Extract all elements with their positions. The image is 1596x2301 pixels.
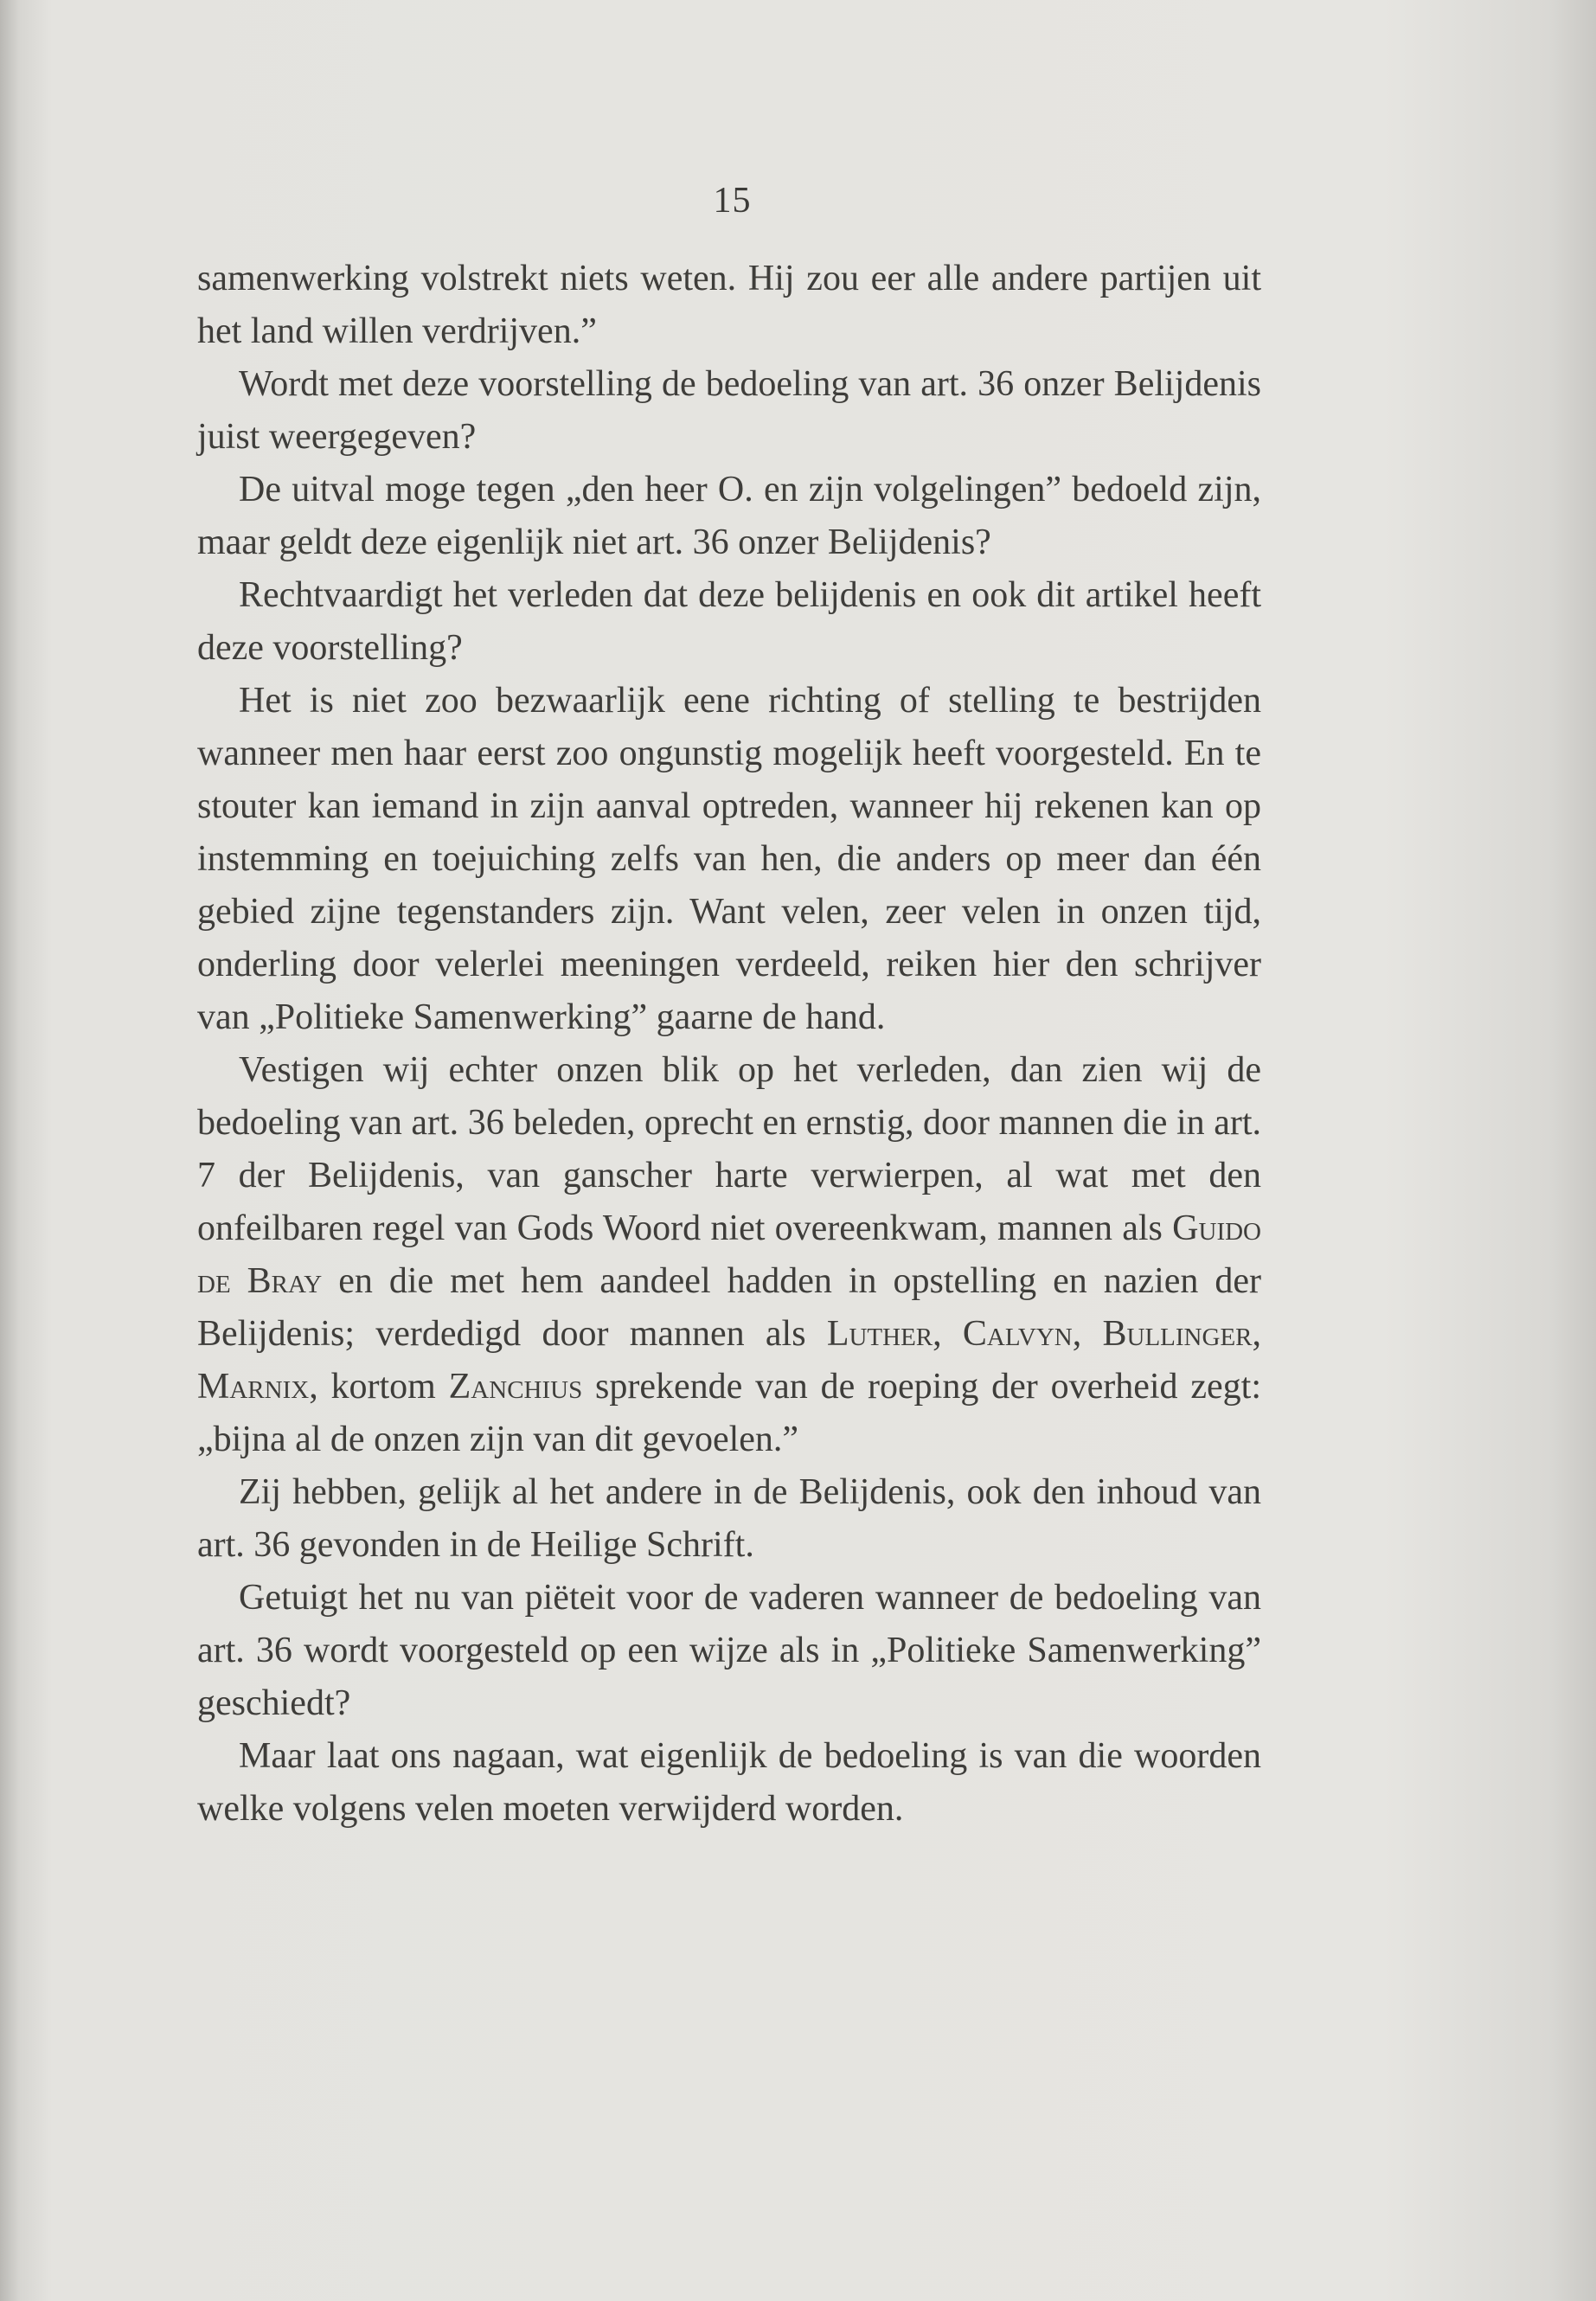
paragraph-7: Zij hebben, gelijk al het andere in de Belijdenis, ook den inhoud van art. 36 gevonden in de Heilige Schrift. xyxy=(197,1472,1261,1565)
separator-1: , xyxy=(933,1314,963,1354)
paragraph-6 xyxy=(197,1044,1261,1466)
paragraph-9: Maar laat ons nagaan, wat eigenlijk de bedoeling is van die woorden welke volgens velen moeten verwijderd worden. xyxy=(197,1736,1261,1829)
paragraph-3: De uitval moge tegen „den heer O. en zijn volgelingen” bedoeld zijn, maar geldt deze eigenlijk niet art. 36 onzer Belijdenis? xyxy=(197,470,1261,562)
paragraph-4: Rechtvaardigt het verleden dat deze belijdenis en ook dit artikel heeft deze voorstelling? xyxy=(197,575,1261,668)
separator-2: , xyxy=(1072,1314,1103,1354)
paragraph-6-text-b: en die met hem aandeel hadden in opstelling en nazien der Belijdenis; verdedigd door mannen als xyxy=(197,1261,1261,1354)
paragraph-1: samenwerking volstrekt niets weten. Hij zou eer alle andere partijen uit het land willen verdrijven.” xyxy=(197,259,1261,351)
paragraph-6-text-d: sprekende van de roeping der overheid zegt: „bijna al de onzen zijn van dit gevoelen.” xyxy=(197,1367,1261,1459)
name-marnix: Marnix xyxy=(197,1367,310,1407)
separator-3: , xyxy=(1252,1314,1262,1354)
paragraph-5: Het is niet zoo bezwaarlijk eene richting of stelling te bestrijden wanneer men haar eerst zoo ongunstig mogelijk heeft voorgesteld. En te stouter kan iemand in zijn aanval optreden, wanneer hij rekenen kan op instemming en toejuiching zelfs van hen, die anders op meer dan één gebied zijne tegenstanders zijn. Want velen, zeer velen in onzen tijd, onderling door velerlei meeningen verdeeld, reiken hier den schrijver van „Politieke Samenwerking” gaarne de hand. xyxy=(197,681,1261,1037)
paragraph-6-text-a: Vestigen wij echter onzen blik op het verleden, dan zien wij de bedoeling van art. 36 beleden, oprecht en ernstig, door mannen die in art. 7 der Belijdenis, van ganscher harte verwierpen, al wat met den onfeilbaren regel van Gods Woord niet overeenkwam, mannen als xyxy=(197,1050,1261,1248)
paragraph-8: Getuigt het nu van piëteit voor de vaderen wanneer de bedoeling van art. 36 wordt voorgesteld op een wijze als in „Politieke Samenwerking” geschiedt? xyxy=(197,1578,1261,1723)
paragraph-6-text-c: , kortom xyxy=(309,1367,449,1407)
name-bullinger: Bullinger xyxy=(1102,1314,1253,1354)
body-text xyxy=(197,253,1261,1836)
name-calvyn: Calvyn xyxy=(962,1314,1073,1354)
page-number: 15 xyxy=(713,181,752,221)
paragraph-2: Wordt met deze voorstelling de bedoeling van art. 36 onzer Belijdenis juist weergegeven? xyxy=(197,364,1261,457)
name-zanchius: Zanchius xyxy=(448,1367,583,1407)
name-luther: Luther xyxy=(826,1314,933,1354)
name-guido-de-bray: Guido de Bray xyxy=(197,1208,1261,1301)
